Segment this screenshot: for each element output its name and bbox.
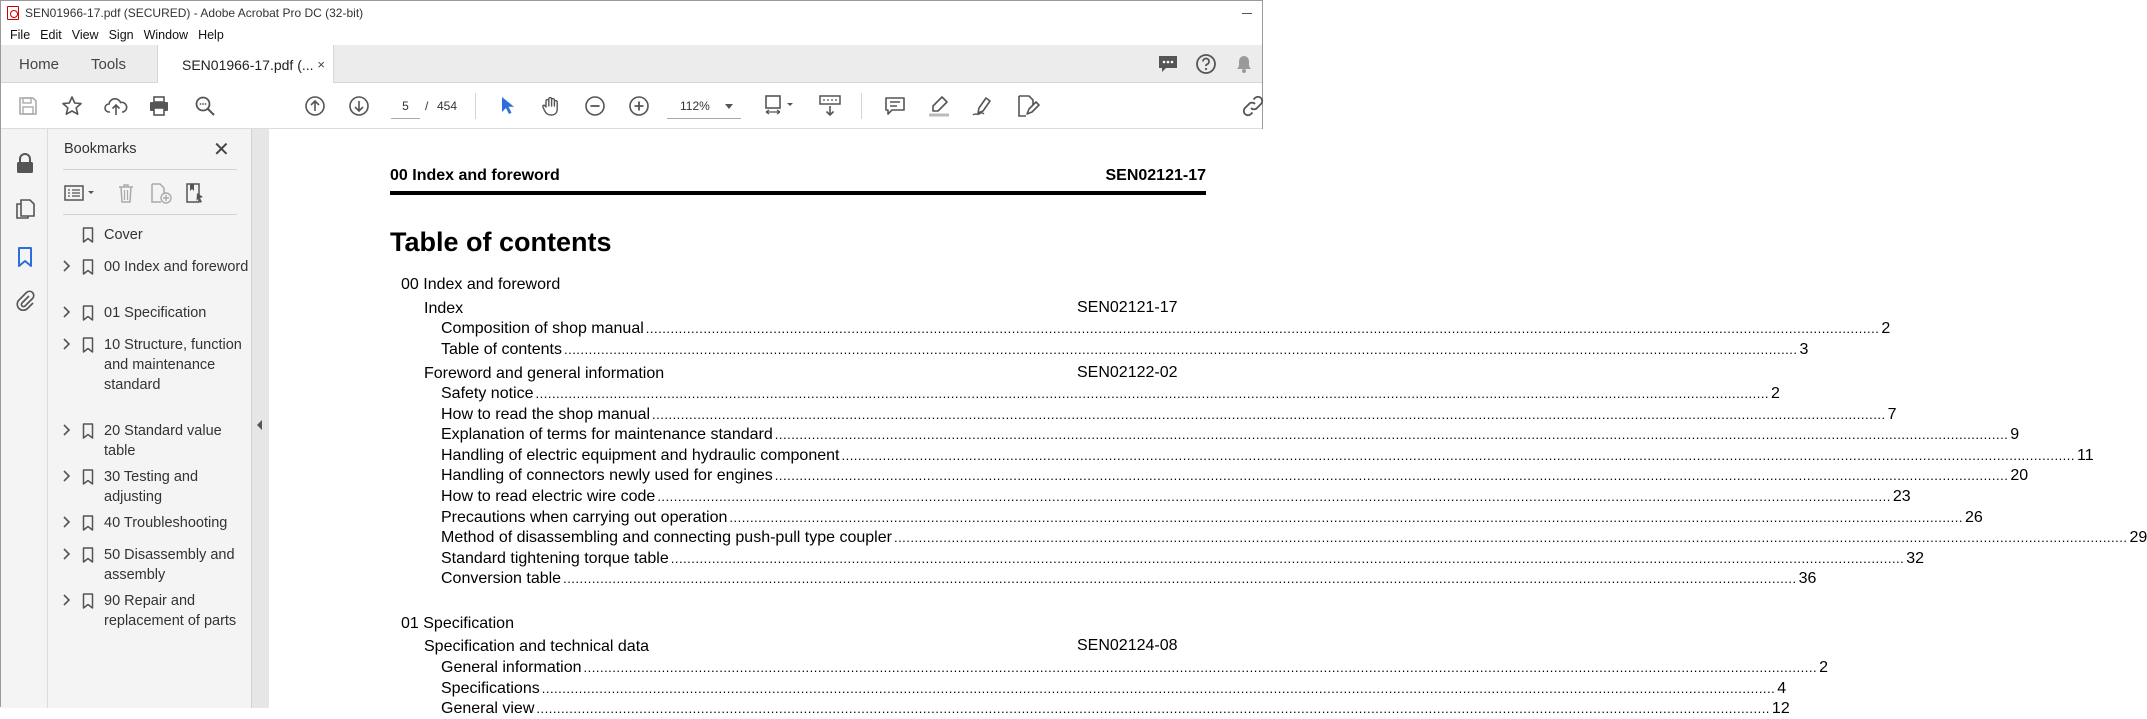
zoom-level-value: 112% bbox=[680, 99, 710, 113]
toc-entry[interactable] bbox=[441, 384, 1185, 404]
toc-entry-page: 7 bbox=[1888, 405, 1897, 425]
zoom-in-icon[interactable] bbox=[627, 94, 651, 118]
toc-entry-page: 3 bbox=[1800, 340, 1809, 360]
toc-entry-page: 12 bbox=[1772, 699, 1790, 719]
toc-section-title: 01 Specification bbox=[401, 614, 514, 634]
toc-entry[interactable] bbox=[441, 405, 1185, 425]
attachment-icon[interactable] bbox=[13, 289, 37, 313]
tab-bar bbox=[1, 45, 1262, 83]
bookmark-label: 40 Troubleshooting bbox=[104, 513, 250, 533]
chevron-right-icon[interactable] bbox=[62, 594, 72, 606]
toc-entry[interactable] bbox=[441, 319, 1185, 339]
page-header-section: 00 Index and foreword bbox=[390, 167, 560, 185]
toc-entry-label: Conversion table bbox=[441, 569, 561, 589]
page-heading: Table of contents bbox=[390, 227, 612, 258]
tab-document[interactable] bbox=[157, 45, 334, 84]
navigation-rail bbox=[1, 129, 48, 708]
page-separator: / bbox=[425, 99, 428, 113]
toc-leader-dots: ............................................................................................................................................................................................................................................................................................................ bbox=[775, 466, 2009, 486]
zoom-out-icon[interactable] bbox=[583, 94, 607, 118]
toc-group-code: SEN02122-02 bbox=[1077, 364, 1178, 382]
toc-entry-page: 2 bbox=[1771, 384, 1780, 404]
bookmark-panel-icon[interactable] bbox=[13, 245, 37, 269]
close-panel-icon[interactable]: ✕ bbox=[213, 137, 230, 162]
toc-entry-label: Table of contents bbox=[441, 340, 562, 360]
toc-entry-page: 29 bbox=[2130, 528, 2147, 548]
bookmark-icon bbox=[82, 593, 94, 609]
toc-entry-label: Handling of electric equipment and hydraulic component bbox=[441, 446, 839, 466]
bookmark-icon bbox=[82, 515, 94, 531]
document-view[interactable] bbox=[269, 129, 1264, 708]
toc-entry-label: Handling of connectors newly used for engines bbox=[441, 466, 773, 486]
tab-tools[interactable]: Tools bbox=[91, 45, 126, 83]
toc-leader-dots: ............................................................................................................................................................................................................................................................................................................ bbox=[542, 679, 1776, 699]
bookmarks-panel bbox=[48, 129, 251, 708]
menu-bar bbox=[1, 25, 1262, 45]
help-icon[interactable] bbox=[1194, 52, 1218, 76]
link-icon[interactable] bbox=[1241, 94, 1265, 118]
save-icon[interactable] bbox=[16, 94, 40, 118]
select-cursor-icon[interactable] bbox=[495, 94, 519, 118]
toc-entry-label: Composition of shop manual bbox=[441, 319, 644, 339]
add-comment-icon[interactable] bbox=[883, 94, 907, 118]
toc-entry-label: How to read electric wire code bbox=[441, 487, 655, 507]
page-fit-icon[interactable] bbox=[763, 94, 797, 118]
chevron-right-icon[interactable] bbox=[62, 424, 72, 436]
bookmarks-title: Bookmarks bbox=[64, 141, 137, 157]
search-zoom-icon[interactable] bbox=[193, 94, 217, 118]
collapse-panel-icon[interactable] bbox=[257, 420, 262, 430]
hand-tool-icon[interactable] bbox=[539, 94, 563, 118]
lock-icon[interactable] bbox=[13, 151, 37, 175]
toc-group-code: SEN02124-08 bbox=[1077, 637, 1178, 655]
toc-group-title: Foreword and general information bbox=[424, 364, 664, 384]
chevron-right-icon[interactable] bbox=[62, 260, 72, 272]
toc-leader-dots: ............................................................................................................................................................................................................................................................................................................ bbox=[671, 549, 1905, 569]
toc-group-title: Specification and technical data bbox=[424, 637, 649, 657]
toc-leader-dots: ............................................................................................................................................................................................................................................................................................................ bbox=[584, 658, 1818, 678]
toc-entry-page: 32 bbox=[1906, 549, 1924, 569]
find-bookmark-icon[interactable] bbox=[184, 181, 208, 205]
toc-entry-label: Explanation of terms for maintenance standard bbox=[441, 425, 773, 445]
toc-leader-dots: ............................................................................................................................................................................................................................................................................................................ bbox=[775, 425, 2009, 445]
tab-home[interactable]: Home bbox=[19, 45, 59, 83]
bookmark-label: Cover bbox=[104, 225, 250, 245]
toc-entry-label: Safety notice bbox=[441, 384, 534, 404]
zoom-level-select[interactable] bbox=[667, 93, 741, 119]
toc-entry-page: 2 bbox=[1819, 658, 1828, 678]
toc-entry-label: General information bbox=[441, 658, 582, 678]
comment-bubble-icon[interactable] bbox=[1156, 52, 1180, 76]
bookmark-icon bbox=[82, 259, 94, 275]
toc-group-code: SEN02121-17 bbox=[1077, 299, 1178, 317]
toc-entry-label: Method of disassembling and connecting push-pull type coupler bbox=[441, 528, 892, 548]
bookmark-label: 00 Index and foreword bbox=[104, 257, 250, 277]
bookmark-icon bbox=[82, 227, 94, 243]
bookmark-options-icon[interactable] bbox=[63, 181, 99, 205]
toc-section-title: 00 Index and foreword bbox=[401, 275, 560, 295]
toc-entry[interactable] bbox=[441, 679, 1185, 699]
chevron-right-icon[interactable] bbox=[62, 338, 72, 350]
divider bbox=[63, 169, 237, 170]
tab-close-icon[interactable]: × bbox=[317, 57, 325, 72]
panel-splitter[interactable] bbox=[251, 129, 269, 708]
toolbar bbox=[1, 83, 1262, 129]
toc-entry[interactable] bbox=[441, 487, 1185, 507]
scroll-mode-icon[interactable] bbox=[817, 94, 843, 118]
toc-entry-page: 11 bbox=[2077, 446, 2094, 466]
toc-leader-dots: ............................................................................................................................................................................................................................................................................................................ bbox=[657, 487, 1891, 507]
toc-leader-dots: ............................................................................................................................................................................................................................................................................................................ bbox=[894, 528, 2128, 548]
print-icon[interactable] bbox=[147, 94, 171, 118]
toc-leader-dots: ............................................................................................................................................................................................................................................................................................................ bbox=[563, 569, 1797, 589]
toc-entry-page: 23 bbox=[1893, 487, 1911, 507]
toc-entry-label: Specifications bbox=[441, 679, 540, 699]
star-icon[interactable] bbox=[60, 94, 84, 118]
notification-bell-icon[interactable] bbox=[1232, 52, 1256, 76]
toc-entry-page: 36 bbox=[1799, 569, 1817, 589]
bookmark-label: 10 Structure, function and maintenance standard bbox=[104, 335, 250, 395]
toc-leader-dots: ............................................................................................................................................................................................................................................................................................................ bbox=[729, 508, 1963, 528]
new-bookmark-icon[interactable] bbox=[149, 181, 173, 205]
toc-leader-dots: ............................................................................................................................................................................................................................................................................................................ bbox=[564, 340, 1798, 360]
acrobat-app-icon bbox=[7, 6, 19, 20]
toc-entry-page: 2 bbox=[1881, 319, 1890, 339]
chevron-right-icon[interactable] bbox=[62, 516, 72, 528]
toc-entry[interactable] bbox=[441, 340, 1185, 360]
chevron-down-icon bbox=[725, 104, 733, 109]
divider bbox=[63, 214, 237, 215]
chevron-right-icon[interactable] bbox=[62, 306, 72, 318]
toc-entry[interactable] bbox=[441, 466, 1185, 486]
chevron-right-icon[interactable] bbox=[62, 548, 72, 560]
page-thumbnails-icon[interactable] bbox=[13, 197, 37, 221]
previous-page-icon[interactable] bbox=[303, 94, 327, 118]
bookmark-label: 30 Testing and adjusting bbox=[104, 467, 250, 507]
toc-leader-dots: ............................................................................................................................................................................................................................................................................................................ bbox=[646, 319, 1880, 339]
toc-entry-label: Standard tightening torque table bbox=[441, 549, 669, 569]
window-title: SEN01966-17.pdf (SECURED) - Adobe Acrobat Pro DC (32-bit) bbox=[25, 6, 363, 20]
bookmark-icon bbox=[82, 337, 94, 353]
menu-view[interactable]: View bbox=[67, 28, 104, 42]
bookmark-icon bbox=[82, 423, 94, 439]
tab-document-label: SEN01966-17.pdf (... bbox=[182, 57, 314, 73]
toc-group-title: Index bbox=[424, 299, 463, 319]
bookmark-label: 90 Repair and replacement of parts bbox=[104, 591, 250, 631]
toc-entry-page: 9 bbox=[2010, 425, 2019, 445]
bookmark-label: 50 Disassembly and assembly bbox=[104, 545, 250, 585]
toc-entry-page: 4 bbox=[1777, 679, 1786, 699]
toc-entry[interactable] bbox=[441, 699, 1185, 719]
header-rule bbox=[390, 191, 1206, 195]
page-total: 454 bbox=[437, 99, 457, 113]
toc-leader-dots: ............................................................................................................................................................................................................................................................................................................ bbox=[536, 699, 1770, 719]
page-number-input[interactable]: 5 bbox=[391, 93, 420, 119]
title-bar bbox=[1, 1, 1262, 25]
toolbar-divider bbox=[861, 93, 862, 119]
menu-sign[interactable]: Sign bbox=[104, 28, 139, 42]
toc-entry[interactable] bbox=[441, 658, 1185, 678]
bookmark-icon bbox=[82, 469, 94, 485]
minimize-icon[interactable] bbox=[1242, 5, 1254, 17]
bookmark-label: 20 Standard value table bbox=[104, 421, 250, 461]
highlight-pen-icon[interactable] bbox=[927, 94, 951, 118]
bookmark-icon bbox=[82, 547, 94, 563]
toc-entry-page: 26 bbox=[1965, 508, 1983, 528]
toc-entry[interactable] bbox=[441, 528, 1185, 548]
toc-leader-dots: ............................................................................................................................................................................................................................................................................................................ bbox=[536, 384, 1770, 404]
page-header-code: SEN02121-17 bbox=[1105, 167, 1206, 185]
menu-file[interactable]: File bbox=[5, 28, 35, 42]
toc-entry[interactable] bbox=[441, 446, 1185, 466]
toc-entry-label: General view bbox=[441, 699, 534, 719]
upload-cloud-icon[interactable] bbox=[104, 94, 128, 118]
draw-sign-icon[interactable] bbox=[971, 94, 995, 118]
toc-entry[interactable] bbox=[441, 508, 1185, 528]
toc-leader-dots: ............................................................................................................................................................................................................................................................................................................ bbox=[841, 446, 2075, 466]
toc-entry[interactable] bbox=[441, 425, 1185, 445]
menu-window[interactable]: Window bbox=[139, 28, 193, 42]
toc-leader-dots: ............................................................................................................................................................................................................................................................................................................ bbox=[652, 405, 1886, 425]
menu-edit[interactable]: Edit bbox=[35, 28, 67, 42]
toc-entry[interactable] bbox=[441, 569, 1185, 589]
toc-entry-label: Precautions when carrying out operation bbox=[441, 508, 727, 528]
chevron-right-icon[interactable] bbox=[62, 470, 72, 482]
edit-document-icon[interactable] bbox=[1015, 94, 1039, 118]
bookmark-icon bbox=[82, 305, 94, 321]
toolbar-divider bbox=[475, 93, 476, 119]
menu-help[interactable]: Help bbox=[193, 28, 229, 42]
toc-entry[interactable] bbox=[441, 549, 1185, 569]
toc-entry-label: How to read the shop manual bbox=[441, 405, 650, 425]
tabbar-actions bbox=[1156, 52, 1256, 76]
bookmark-label: 01 Specification bbox=[104, 303, 250, 323]
next-page-icon[interactable] bbox=[347, 94, 371, 118]
toc-entry-page: 20 bbox=[2010, 466, 2028, 486]
delete-bookmark-icon[interactable] bbox=[116, 181, 136, 205]
